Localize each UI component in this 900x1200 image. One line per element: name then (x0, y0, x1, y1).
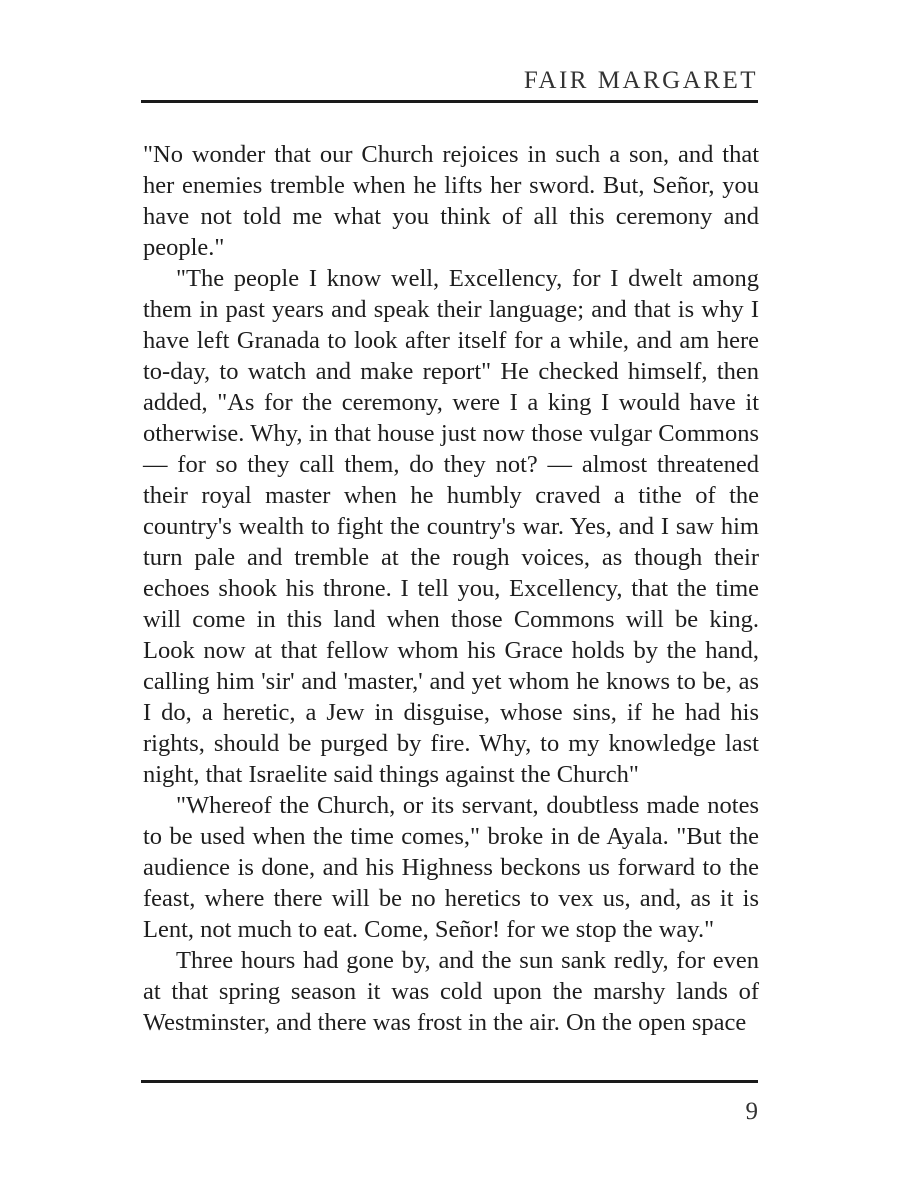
page-number: 9 (745, 1098, 758, 1125)
body-text (143, 139, 759, 1038)
paragraph-3: "Whereof the Church, or its servant, doubtless made notes to be used when the time comes," broke in de Ayala. "But the audience is done, and his Highness beckons us forward to the feast, where there will be no heretics to vex us, and, as it is Lent, not much to eat. Come, Señor! for we stop the way." (143, 792, 759, 943)
header-rule (141, 100, 758, 103)
footer-rule (141, 1080, 758, 1083)
paragraph-1: "No wonder that our Church rejoices in such a son, and that her enemies tremble when he lifts her sword. But, Señor, you have not told me what you think of all this ceremony and people." (143, 141, 759, 261)
paragraph-2: "The people I know well, Excellency, for I dwelt among them in past years and speak their language; and that is why I have left Granada to look after itself for a while, and am here to-day, to watch and make report" He checked himself, then added, "As for the ceremony, were I a king I would have it otherwise. Why, in that house just now those vulgar Commons — for so they call them, do they not? — almost threatened their royal master when he humbly craved a tithe of the country's wealth to fight the country's war. Yes, and I saw him turn pale and tremble at the rough voices, as though their echoes shook his throne. I tell you, Excellency, that the time will come in this land when those Commons will be king. Look now at that fellow whom his Grace holds by the hand, calling him 'sir' and 'master,' and yet whom he knows to be, as I do, a heretic, a Jew in disguise, whose sins, if he had his rights, should be purged by fire. Why, to my knowledge last night, that Israelite said things against the Church" (143, 265, 759, 788)
paragraph-4: Three hours had gone by, and the sun sank redly, for even at that spring season it was cold upon the marshy lands of Westminster, and there was frost in the air. On the open space (143, 947, 759, 1036)
running-title: FAIR MARGARET (523, 67, 758, 94)
